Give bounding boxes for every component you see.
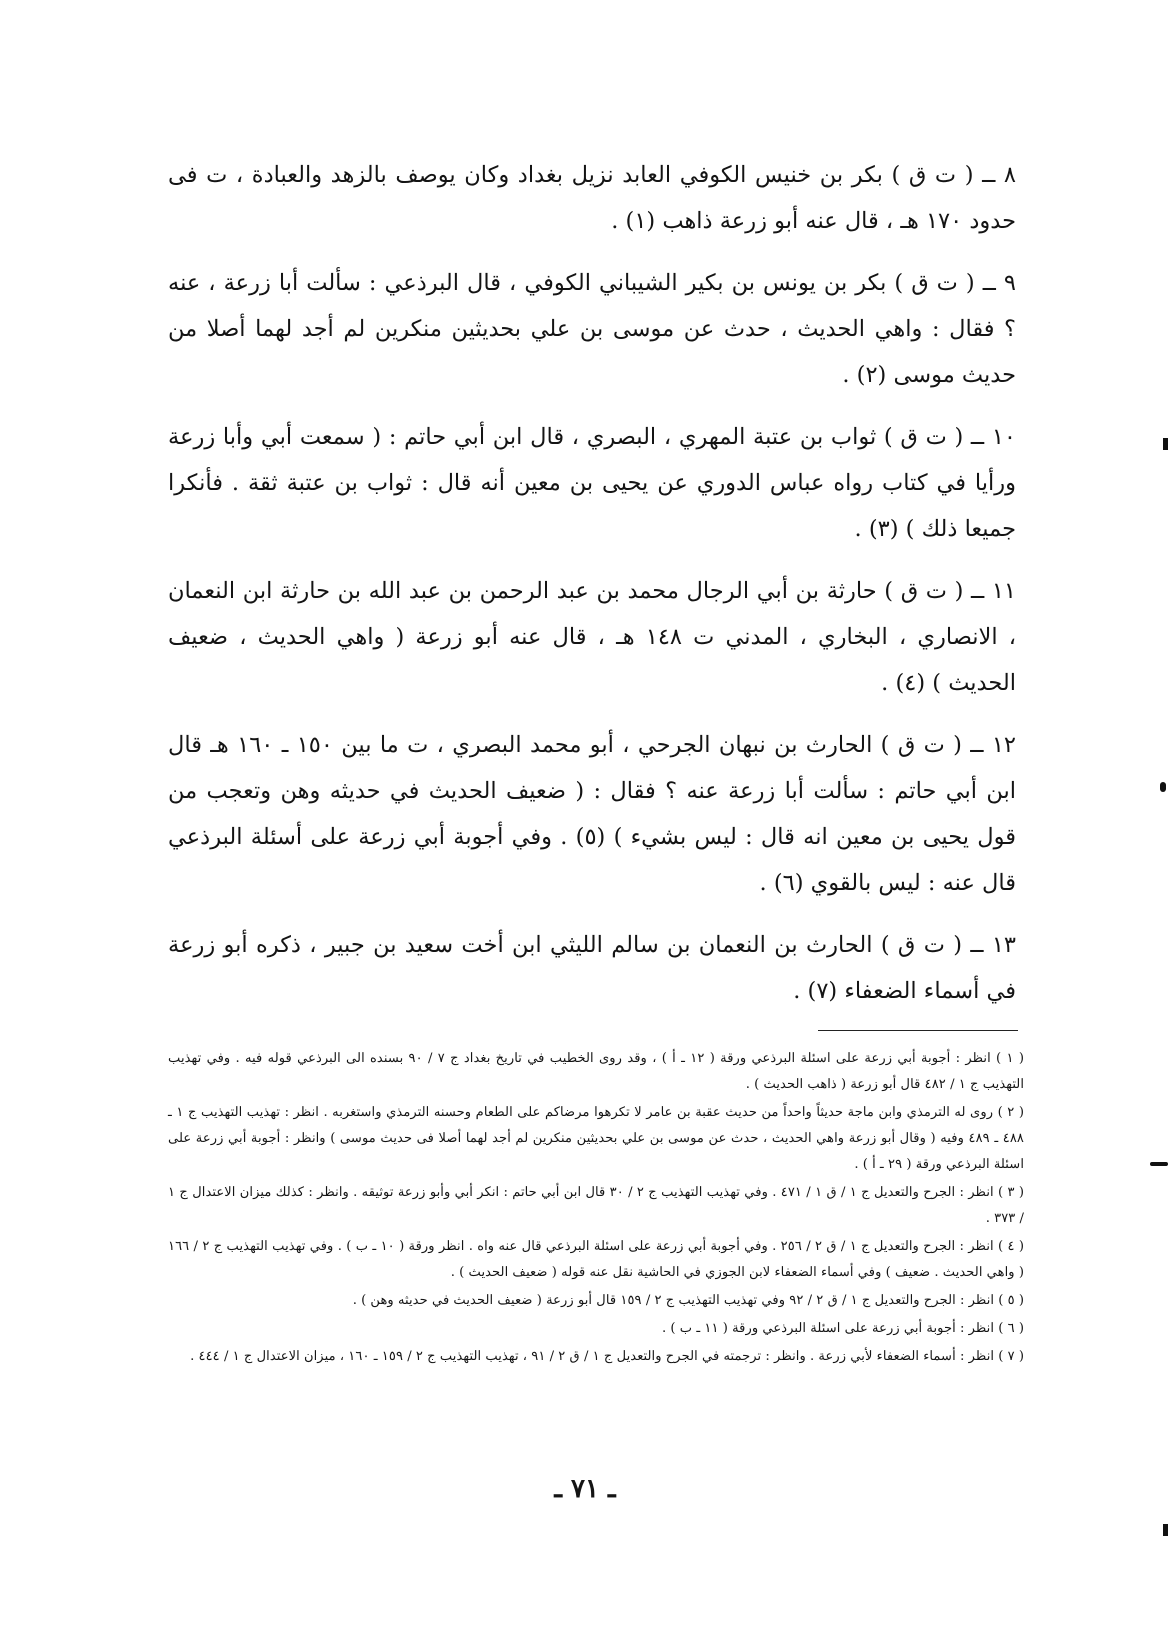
footnote-6: ( ٦ ) انظر : أجوبة أبي زرعة على اسئلة البرذعي ورقة ( ١١ ـ ب ) .: [662, 1321, 1024, 1336]
footnote-3: ( ٣ ) انظر : الجرح والتعديل ج ١ / ق ١ / ٤٧١ . وفي تهذيب التهذيب ج ٢ / ٣٠ قال ابن أبي حاتم : انكر أبي وأبو زرعة توثيقه . وانظر : كذلك ميزان الاعتدال ج ١ / ٣٧٣ .: [168, 1185, 1025, 1226]
page-number: ـ ٧١ ـ: [554, 1474, 616, 1504]
footnote-7: ( ٧ ) انظر : أسماء الضعفاء لأبي زرعة . وانظر : ترجمته في الجرح والتعديل ج ١ / ق ٢ / ٩١ ، تهذيب التهذيب ج ٢ / ١٥٩ ـ ١٦٠ ، ميزان الاعتدال ج ١ / ٤٤٤ .: [190, 1349, 1024, 1364]
scan-edge-mark: [1160, 782, 1166, 792]
entry-10: ١٠ ــ ( ت ق ) ثواب بن عتبة المهري ، البصري ، قال ابن أبي حاتم : ( سمعت أبي وأبا زرعة ورأيا في كتاب رواه عباس الدوري عن يحيى بن معين أنه قال : ثواب بن عتبة ثقة . فأنكرا جميعا ذلك ) (٣) .: [168, 424, 1016, 542]
entry-13: ١٣ ــ ( ت ق ) الحارث بن النعمان بن سالم الليثي ابن أخت سعيد بن جبير ، ذكره أبو زرعة في أسماء الضعفاء (٧) .: [168, 932, 1016, 1004]
footnote-5: ( ٥ ) انظر : الجرح والتعديل ج ١ / ق ٢ / ٩٢ وفي تهذيب التهذيب ج ٢ / ١٥٩ قال أبو زرعة ( ضعيف الحديث في حديثه وهن ) .: [352, 1293, 1024, 1308]
footnote-4: ( ٤ ) انظر : الجرح والتعديل ج ١ / ق ٢ / ٢٥٦ . وفي أجوبة أبي زرعة على اسئلة البرذعي قال عنه واه . انظر ورقة ( ١٠ ـ ب ) . وفي تهذيب التهذيب ج ٢ / ١٦٦ ( واهي الحديث . ضعيف ) وفي أسماء الضعفاء لابن الجوزي في الحاشية نقل عنه قوله ( ضعيف الحديث ) .: [168, 1239, 1025, 1280]
footnote-1: ( ١ ) انظر : أجوبة أبي زرعة على اسئلة البرذعي ورقة ( ١٢ ـ أ ) ، وقد روى الخطيب في تاريخ بغداد ج ٧ / ٩٠ بسنده الى البرذعي قوله فيه . وفي تهذيب التهذيب ج ١ / ٤٨٢ قال أبو زرعة ( ذاهب الحديث ) .: [168, 1051, 1025, 1092]
entry-9: ٩ ــ ( ت ق ) بكر بن يونس بن بكير الشيباني الكوفي ، قال البرذعي : سألت أبا زرعة ، عنه ؟ فقال : واهي الحديث ، حدث عن موسى بن علي بحديثين منكرين لم أجد لهما أصلا من حديث موسى (٢) .: [168, 270, 1016, 388]
entry-12: ١٢ ــ ( ت ق ) الحارث بن نبهان الجرحي ، أبو محمد البصري ، ت ما بين ١٥٠ ـ ١٦٠ هـ قال ابن أبي حاتم : سألت أبا زرعة عنه ؟ فقال : ( ضعيف الحديث في حديثه وهن وتعجب من قول يحيى بن معين انه قال : ليس بشيء ) (٥) . وفي أجوبة أبي زرعة على أسئلة البرذعي قال عنه : ليس بالقوي (٦) .: [168, 732, 1016, 896]
main-text: [168, 152, 1016, 1030]
footnote-2: ( ٢ ) روى له الترمذي وابن ماجة حديثاً واحداً من حديث عقبة بن عامر لا تكرهوا مرضاكم على الطعام وحسنه الترمذي واستغربه . انظر : تهذيب التهذيب ج ١ ـ ٤٨٨ ـ ٤٨٩ وفيه ( وقال أبو زرعة واهي الحديث ، حدث عن موسى بن علي بحديثين منكرين لم أجد لهما أصلا فى حديث موسى ) وانظر : أجوبة أبي زرعة على اسئلة البرذعي ورقة ( ٢٩ ـ أ ) .: [168, 1105, 1024, 1172]
footnote-separator: [818, 1030, 1018, 1031]
scan-edge-mark: [1150, 1162, 1168, 1166]
scan-edge-mark: [1163, 1524, 1168, 1536]
footnotes: [168, 1046, 1024, 1372]
entry-11: ١١ ــ ( ت ق ) حارثة بن أبي الرجال محمد بن عبد الرحمن بن عبد الله بن حارثة ابن النعمان ، الانصاري ، البخاري ، المدني ت ١٤٨ هـ ، قال عنه أبو زرعة ( واهي الحديث ، ضعيف الحديث ) (٤) .: [168, 578, 1016, 696]
scan-edge-mark: [1163, 438, 1168, 450]
entry-8: ٨ ــ ( ت ق ) بكر بن خنيس الكوفي العابد نزيل بغداد وكان يوصف بالزهد والعبادة ، ت فى حدود ١٧٠ هـ ، قال عنه أبو زرعة ذاهب (١) .: [168, 162, 1016, 234]
